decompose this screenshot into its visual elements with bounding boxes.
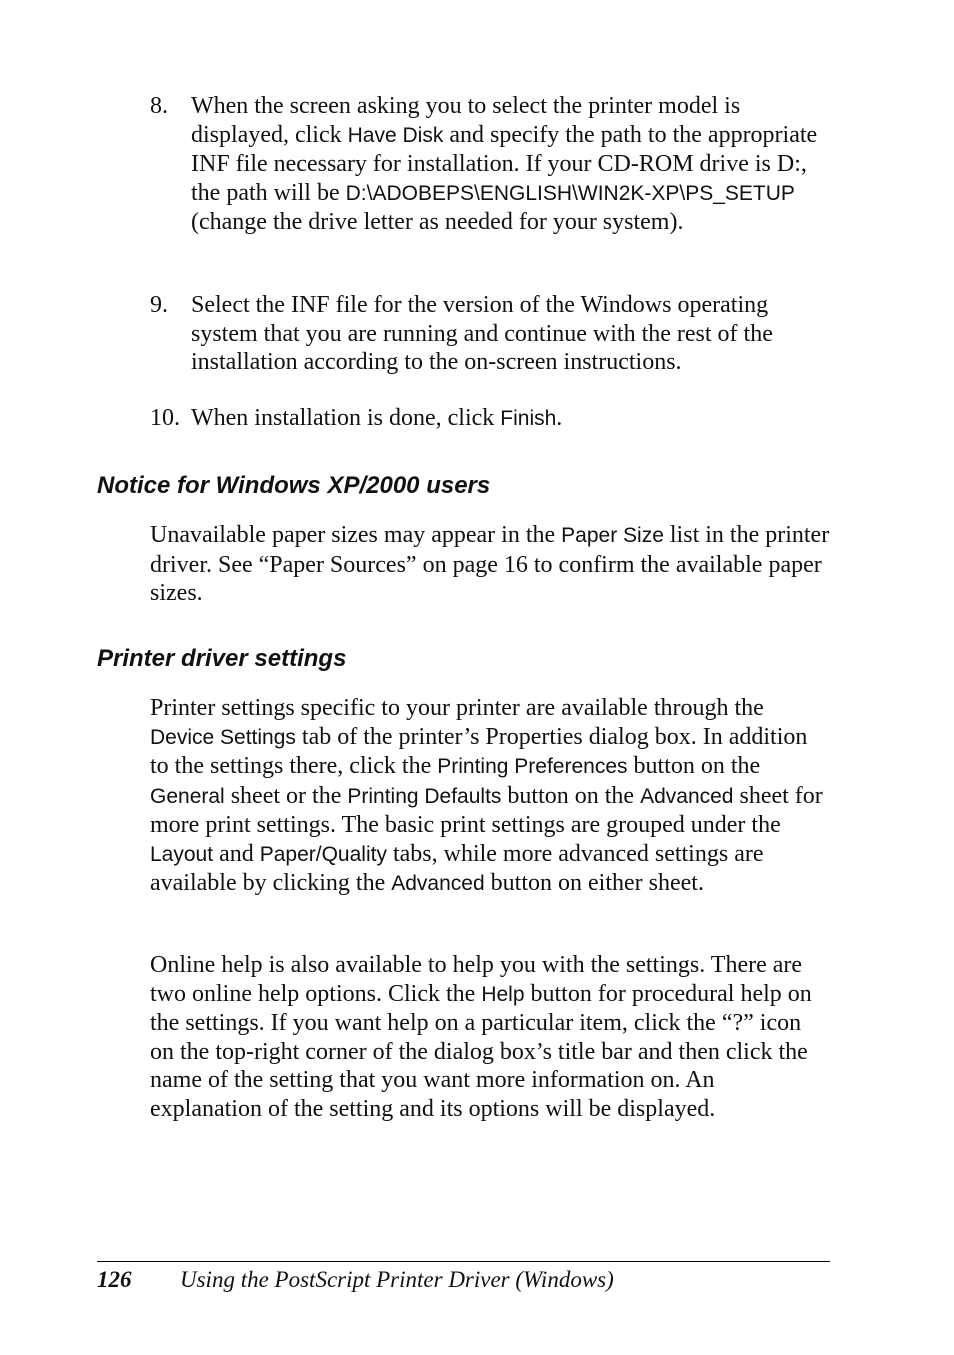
- step-8: [150, 92, 840, 237]
- step-text: When the screen asking you to select the printer model is displayed, click Have Disk and specify the path to the appropriate INF file necessary for installation. If your CD-ROM drive is D:, the path will be D:\ADOBEPS\ENGLISH\WIN2K-XP\PS_SETUP (change the drive letter as needed for your system).: [191, 93, 818, 235]
- advanced-sheet-ref: Advanced: [640, 784, 734, 808]
- paper-size-ref: Paper Size: [561, 524, 664, 547]
- have-disk-button-ref: Have Disk: [347, 123, 444, 147]
- step-number: 10.: [150, 405, 180, 431]
- printing-preferences-ref: Printing Preferences: [437, 755, 628, 778]
- inf-path: D:\ADOBEPS\ENGLISH\WIN2K-XP\PS_SETUP: [345, 181, 795, 205]
- device-settings-ref: Device Settings: [150, 725, 296, 749]
- notice-heading: Notice for Windows XP/2000 users: [97, 472, 491, 499]
- driver-paragraph-2: Online help is also available to help you with the settings. There are two online help options. Click the Help button for procedural help on the settings. If you want help on a particular item, click the “?” icon on the top-right corner of the dialog box’s title bar and then click the name of the setting that you want more information on. An explanation of the setting and its options will be displayed.: [150, 952, 812, 1122]
- notice-paragraph: Unavailable paper sizes may appear in the Paper Size list in the printer driver. See “Paper Sources” on page 16 to confirm the available paper sizes.: [150, 522, 830, 606]
- step-9: [150, 291, 840, 377]
- step-text: When installation is done, click Finish.: [191, 405, 563, 431]
- layout-ref: Layout: [150, 842, 214, 866]
- footer-rule: [97, 1261, 830, 1262]
- step-number: 8.: [150, 93, 168, 119]
- help-ref: Help: [481, 982, 525, 1006]
- driver-settings-heading: Printer driver settings: [97, 645, 347, 672]
- advanced-button-ref: Advanced: [391, 872, 485, 895]
- step-number: 9.: [150, 292, 168, 318]
- running-title: Using the PostScript Printer Driver (Windows): [180, 1267, 614, 1292]
- step-10: [150, 404, 840, 434]
- driver-paragraph-1: Printer settings specific to your printer are available through the Device Settings tab of the printer’s Properties dialog box. In addition to the settings there, click the Printing Preferences button on the General sheet or the Printing Defaults button on the Advanced sheet for more print settings. The basic print settings are grouped under the Layout and Paper/Quality tabs, while more advanced settings are available by clicking the Advanced button on either sheet.: [150, 695, 823, 896]
- printing-defaults-ref: Printing Defaults: [347, 784, 502, 808]
- general-ref: General: [150, 784, 225, 808]
- step-text: Select the INF file for the version of the Windows operating system that you are running and continue with the rest of the installation according to the on-screen instructions.: [191, 292, 773, 375]
- paper-quality-ref: Paper/Quality: [259, 842, 387, 866]
- page-number: 126: [97, 1267, 132, 1292]
- finish-button-ref: Finish: [500, 407, 557, 430]
